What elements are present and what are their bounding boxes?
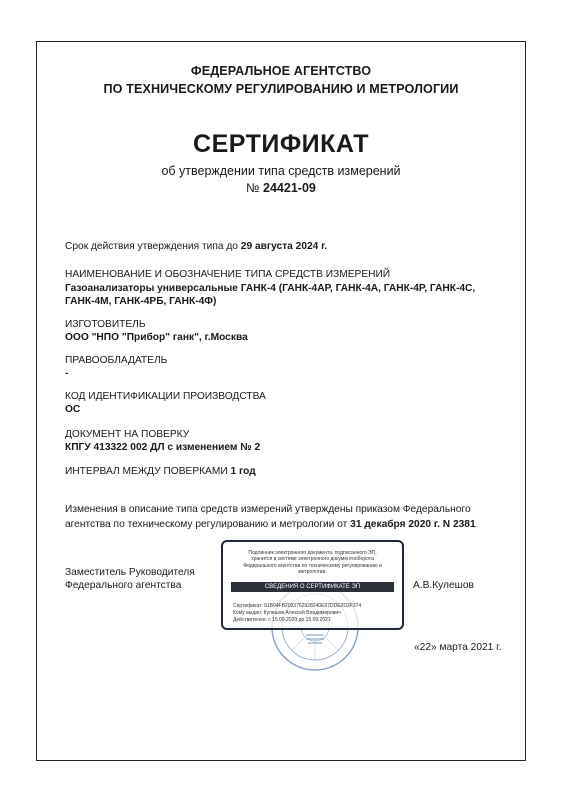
esig-cert-row (233, 603, 361, 609)
production-code-value: ОС (65, 404, 81, 415)
esig-issued-label: Кому выдан: (233, 610, 263, 616)
esig-notice-line3: Федерального агентства по техническому регулированию и (243, 562, 382, 569)
instrument-line1: Газоанализаторы универсальные ГАНК-4 (ГАНК-4АР, ГАНК-4А, ГАНК-4Р, ГАНК-4С, (65, 283, 476, 294)
verification-doc-value: КПГУ 413322 002 ДЛ с изменением № 2 (65, 442, 261, 453)
esig-info-bar: СВЕДЕНИЯ О СЕРТИФИКАТЕ ЭП (231, 582, 394, 592)
esig-cert-label: Сертификат: (233, 603, 263, 609)
instrument-heading: НАИМЕНОВАНИЕ И ОБОЗНАЧЕНИЕ ТИПА СРЕДСТВ ИЗМЕРЕНИЙ (65, 269, 391, 280)
agency-name-line1: ФЕДЕРАЛЬНОЕ АГЕНТСТВО (190, 64, 372, 78)
esig-notice-line2: хранится в системе электронного документооборота (251, 556, 374, 563)
manufacturer-heading: ИЗГОТОВИТЕЛЬ (65, 319, 146, 330)
manufacturer-value: ООО "НПО "Прибор" ганк", г.Москва (65, 332, 248, 343)
production-code-heading: КОД ИДЕНТИФИКАЦИИ ПРОИЗВОДСТВА (65, 391, 266, 402)
number-value: 24421-09 (263, 181, 316, 195)
signatory-position-line1: Заместитель Руководителя (65, 567, 195, 578)
validity-label: Срок действия утверждения типа до (65, 241, 241, 252)
esig-issued-value: Кулешов Алексей Владимирович (263, 610, 341, 616)
esig-notice (229, 550, 396, 575)
esig-valid-row (233, 617, 331, 623)
validity-date: 29 августа 2024 г. (240, 241, 328, 252)
esig-issued-row (233, 610, 341, 616)
changes-line2-prefix: агентства по техническому регулированию и метрологии от (65, 519, 351, 530)
number-prefix: № (246, 181, 264, 195)
certificate-number (36, 181, 526, 195)
verification-doc-heading: ДОКУМЕНТ НА ПОВЕРКУ (65, 429, 190, 440)
esig-cert-value: 01B04FB2003762928240E97DDE2D3F374 (264, 603, 362, 609)
esig-notice-line4: метрологии. (298, 568, 327, 575)
changes-order: 31 декабря 2020 г. N 2381 (350, 519, 476, 530)
certificate-title: СЕРТИФИКАТ (193, 130, 369, 158)
changes-line1: Изменения в описание типа средств измерений утверждены приказом Федерального (65, 504, 471, 515)
agency-name-line2: ПО ТЕХНИЧЕСКОМУ РЕГУЛИРОВАНИЮ И МЕТРОЛОГИИ (103, 82, 459, 96)
interval-line (65, 465, 256, 478)
right-holder-value: - (65, 368, 69, 379)
interval-label: ИНТЕРВАЛ МЕЖДУ ПОВЕРКАМИ (65, 466, 231, 477)
esig-notice-line1: Подлинник электронного документа, подписанного ЭП, (248, 550, 377, 556)
instrument-line2: ГАНК-4М, ГАНК-4РБ, ГАНК-4Ф) (65, 296, 217, 307)
issue-date: «22» марта 2021 г. (414, 642, 502, 653)
validity-line (65, 240, 327, 253)
electronic-signature-stamp (221, 540, 404, 630)
right-holder-heading: ПРАВООБЛАДАТЕЛЬ (65, 355, 168, 366)
changes-line2 (65, 518, 476, 531)
esig-valid-label: Действителен: (233, 617, 269, 623)
signatory-position-line2: Федерального агентства (65, 580, 182, 591)
interval-value: 1 год (230, 466, 256, 477)
certificate-subtitle: об утверждении типа средств измерений (161, 164, 401, 178)
signatory-name: А.В.Кулешов (413, 580, 474, 591)
esig-valid-value: с 15.09.2020 до 15.09.2021 (268, 617, 331, 623)
